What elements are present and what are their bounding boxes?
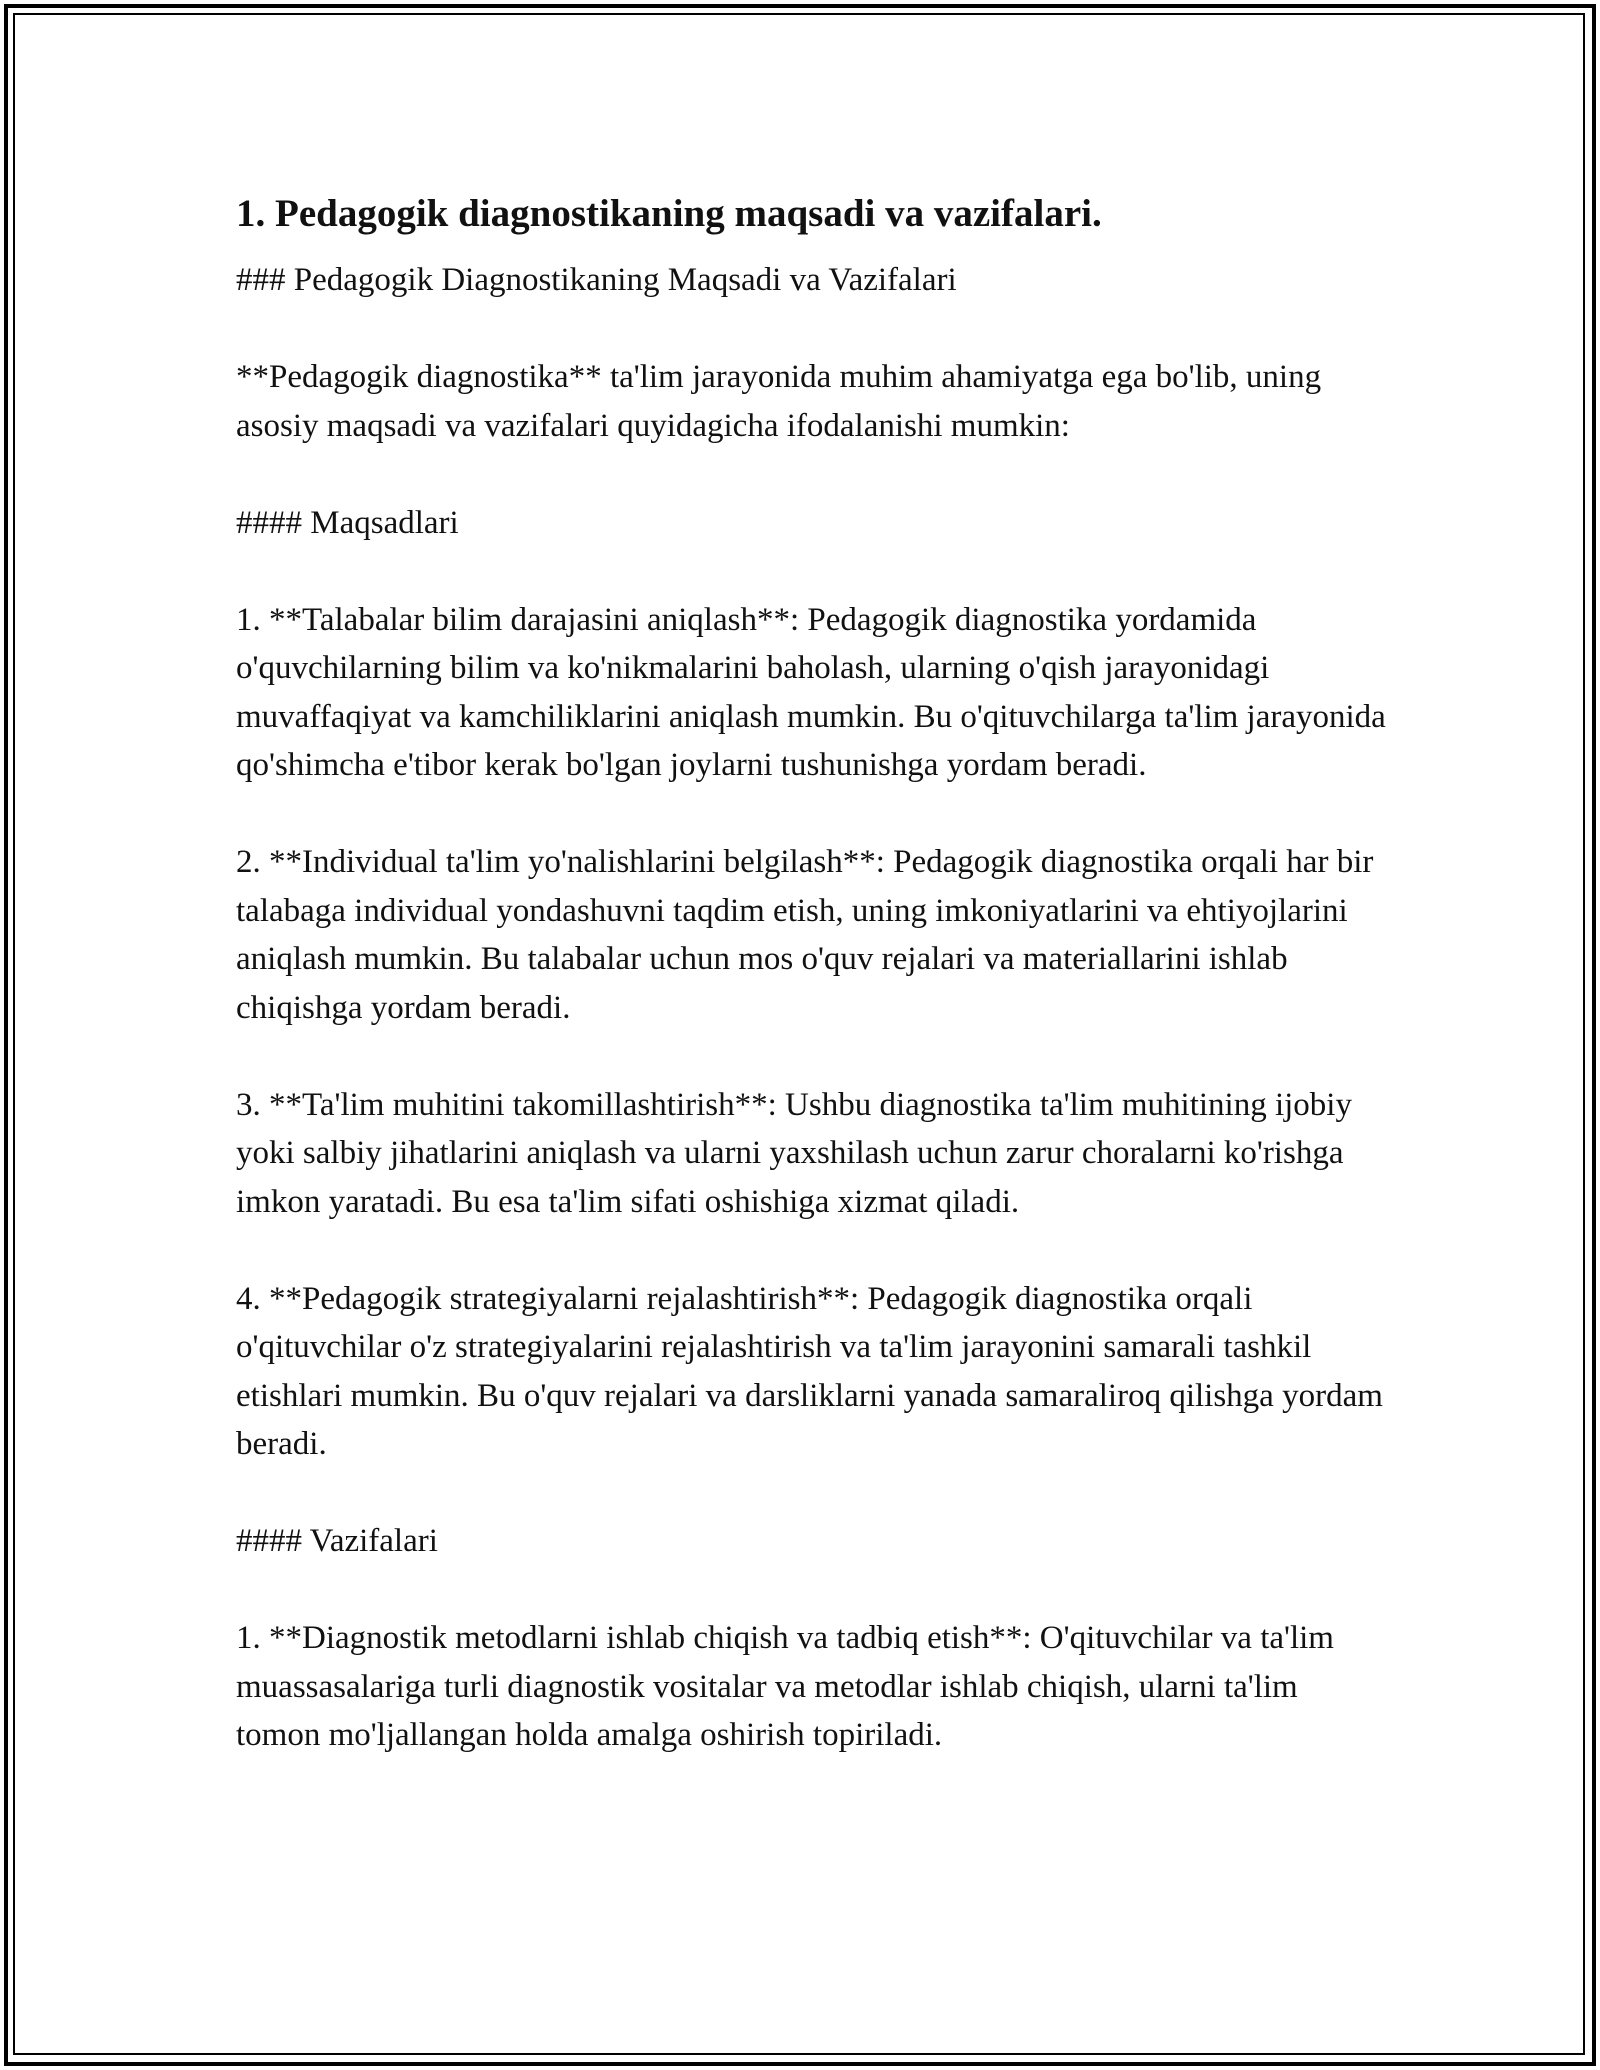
document-body bbox=[236, 186, 1386, 1808]
goal-item-4: 4. **Pedagogik strategiyalarni rejalashtirish**: Pedagogik diagnostika orqali o'qituvchilar o'z strategiyalarini rejalashtirish va ta'lim jarayonini samarali tashkil etishlari mumkin. Bu o'quv rejalari va darsliklarni yanada samaraliroq qilishga yordam beradi. bbox=[236, 1280, 1383, 1462]
intro-paragraph: **Pedagogik diagnostika** ta'lim jarayonida muhim ahamiyatga ega bo'lib, uning asosiy maqsadi va vazifalari quyidagicha ifodalanishi mumkin: bbox=[236, 359, 1322, 444]
document-title: 1. Pedagogik diagnostikaning maqsadi va vazifalari. bbox=[236, 192, 1102, 235]
goal-item-1: 1. **Talabalar bilim darajasini aniqlash**: Pedagogik diagnostika yordamida o'quvchilarning bilim va ko'nikmalarini baholash, ularning o'qish jarayonidagi muvaffaqiyat va kamchiliklarini aniqlash mumkin. Bu o'qituvchilarga ta'lim jarayonida qo'shimcha e'tibor kerak bo'lgan joylarni tushunishga yordam beradi. bbox=[236, 601, 1386, 783]
task-item-1: 1. **Diagnostik metodlarni ishlab chiqish va tadbiq etish**: O'qituvchilar va ta'lim muassasalariga turli diagnostik vositalar va metodlar ishlab chiqish, ularni ta'lim tomon mo'ljallangan holda amalga oshirish topiriladi. bbox=[236, 1620, 1334, 1753]
subsection-heading-maqsadlari: #### Maqsadlari bbox=[236, 504, 459, 541]
subsection-heading-vazifalari: #### Vazifalari bbox=[236, 1523, 438, 1559]
goal-item-3: 3. **Ta'lim muhitini takomillashtirish**: Ushbu diagnostika ta'lim muhitining ijobiy yoki salbiy jihatlarini aniqlash va ularni yaxshilash uchun zarur choralarni ko'rishga imkon yaratadi. Bu esa ta'lim sifati oshishiga xizmat qiladi. bbox=[236, 1086, 1352, 1220]
section-heading: ### Pedagogik Diagnostikaning Maqsadi va Vazifalari bbox=[236, 262, 957, 298]
goal-item-2: 2. **Individual ta'lim yo'nalishlarini belgilash**: Pedagogik diagnostika orqali har bir talabaga individual yondashuvni taqdim etish, uning imkoniyatlarini va ehtiyojlarini aniqlash mumkin. Bu talabalar uchun mos o'quv rejalari va materiallarini ishlab chiqishga yordam beradi. bbox=[236, 844, 1374, 1026]
